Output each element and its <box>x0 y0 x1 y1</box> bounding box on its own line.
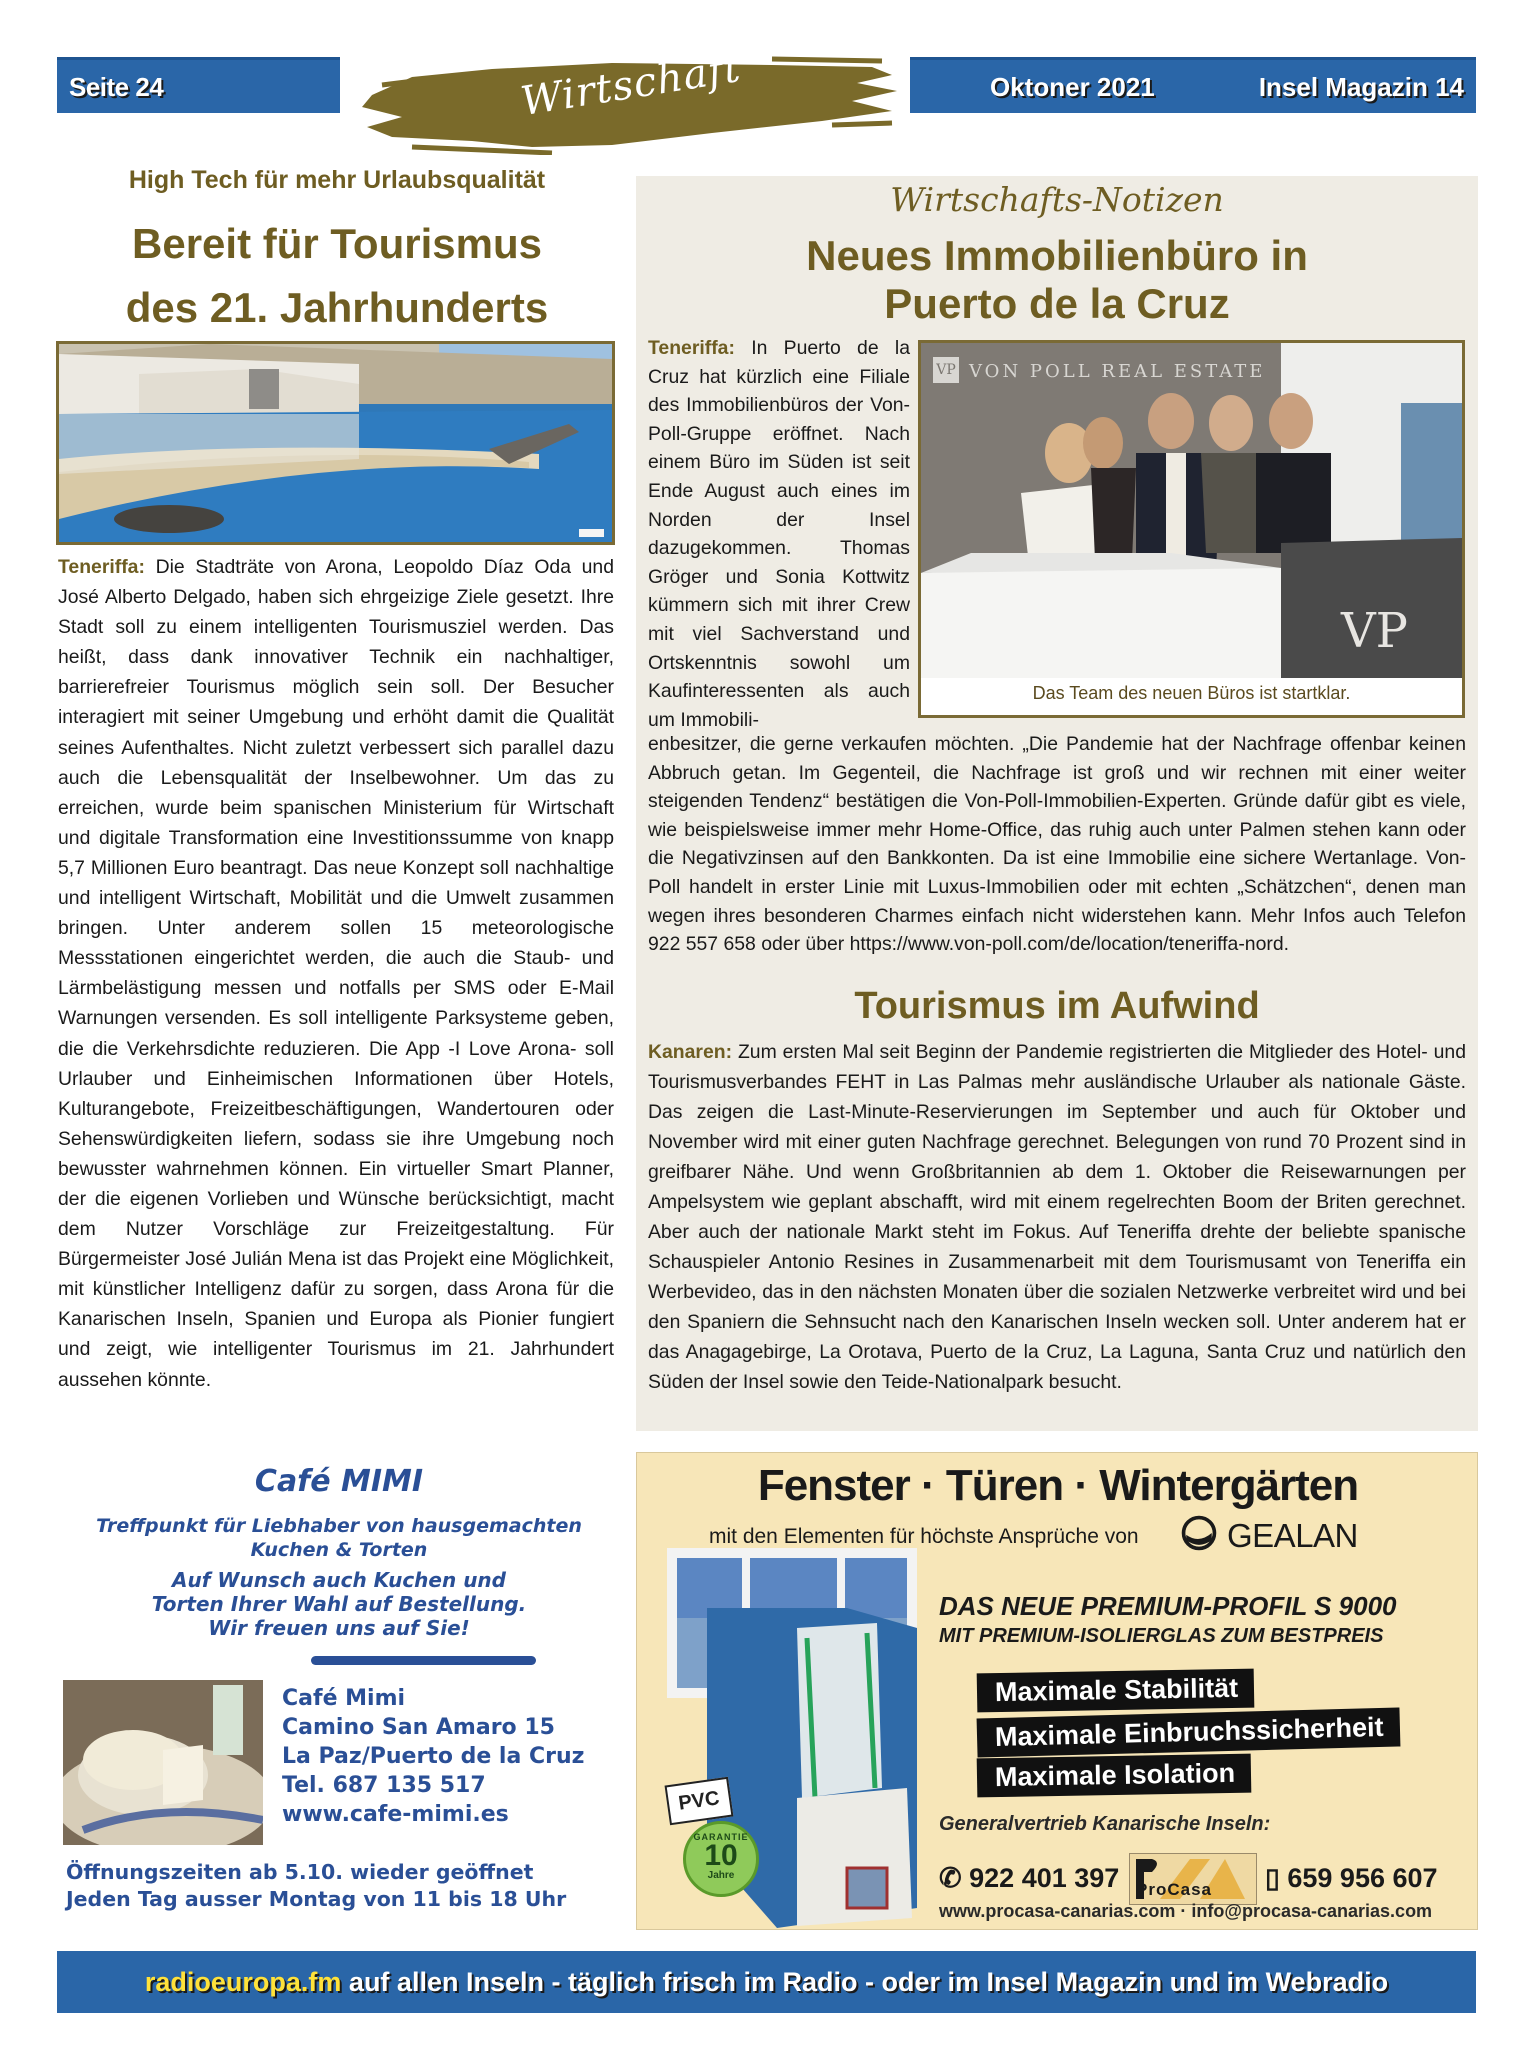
guarantee-badge <box>683 1821 759 1897</box>
dateline: Teneriffa: <box>648 337 735 359</box>
headline-line: Bereit für Tourismus <box>132 220 542 267</box>
ad-profile: DAS NEUE PREMIUM-PROFIL S 9000 <box>939 1591 1397 1621</box>
ad-offer <box>56 1568 622 1640</box>
issue-bar <box>910 57 1476 113</box>
ad-glass: MIT PREMIUM-ISOLIERGLAS ZUM BESTPREIS <box>939 1625 1384 1647</box>
phone-icon: ✆ <box>939 1863 962 1893</box>
magazine-name: Insel Magazin 14 <box>1258 72 1464 102</box>
section-title: Wirtschaft <box>517 44 745 126</box>
team-photo <box>918 340 1465 718</box>
mobile-value: 659 956 607 <box>1287 1863 1438 1893</box>
procasa-window-ad <box>636 1452 1478 1930</box>
dateline: Kanaren: <box>648 1041 733 1063</box>
ad-tagline <box>56 1514 622 1562</box>
article-headline <box>636 232 1478 328</box>
headline-line: des 21. Jahrhunderts <box>125 284 549 331</box>
ad-headline: Fenster · Türen · Wintergärten <box>757 1461 1359 1510</box>
ad-offer-line: Wir freuen uns auf Sie! <box>208 1616 470 1640</box>
body-text: Die Stadträte von Arona, Leopoldo Díaz Oda und José Alberto Delgado, haben sich ehrgeizige Ziele gesetzt. Ihre Stadt soll zu einem intelligenten Tourismusziel werden. Das heißt, dass dank innovativer Technik ein nachhaltiger, barrierefreier Tourismus möglich sein soll. Der Besucher interagiert mit seiner Umgebung und erhöht damit die Qualität seines Aufenthaltes. Nicht zuletzt verbessert sich parallel dazu auch die Lebensqualität der Inselbewohner. Um das zu erreichen, wurde beim spanischen Ministerium für Wirtschaft und digitale Transformation eine Investitionssumme von knapp 5,7 Millionen Euro beantragt. Das neue Konzept soll nachhaltige und intelligent Wirtschaft, Mobilität und die Umwelt zusammen bringen. Unter anderem sollen 15 meteorologische Messstationen eingerichtet werden, die auch die Staub- und Lärmbelästigung messen und notfalls per SMS oder E-Mail Warnungen versenden. Es soll intelligente Parksysteme geben, die die Verkehrsdichte reduzieren. Die App -I Love Arona- soll Urlauber und Einheimischen Informationen über Hotels, Kulturangebote, Freizeitbeschäftigungen, Wandertouren oder Sehenswürdigkeiten liefern, sodass sie ihre Umgebung noch bewusster wahrnehmen können. Ein virtueller Smart Planner, der die eigenen Vorlieben und Wünsche berücksichtigt, macht dem Nutzer Vorschläge zur Freizeitgestaltung. Für Bürgermeister José Julián Mena ist das Projekt eine Möglichkeit, mit künstlicher Intelligenz dafür zu sorgen, dass Arona für die Kanarischen Inseln, Spanien und Europa als Pionier fungiert und zeigt, wie intelligenter Tourismus im 21. Jahrhundert aussehen könnte. <box>58 556 614 1391</box>
article-kicker: High Tech für mehr Urlaubsqualität <box>128 166 546 194</box>
phone-value: 922 401 397 <box>969 1863 1120 1893</box>
cafe-website[interactable]: www.cafe-mimi.es <box>282 1802 509 1827</box>
photo-caption: Das Team des neuen Büros ist startklar. <box>1032 683 1351 703</box>
article-body-continued: enbesitzer, die gerne verkaufen möchten. „Die Pandemie hat der Nachfrage offenbar keinen Abbruch getan. Im Gegenteil, die Nachfrage ist groß und wir rechnen mit einer weiter steigenden Tendenz“ bestätigen die Von-Poll-Immobilien-Experten. Gründe dafür gibt es viele, wie beispielsweise immer mehr Home-Office, das ruhig auch unter Palmen stehen kann oder die Negativzinsen auf den Bankkonten. Da ist eine Immobilie eine sichere Wertanlage. Von-Poll handelt in erster Linie mit Luxus-Immobilien oder mit echten „Schätzchen“, denen man wegen ihres besonderen Charmes einfach nicht widerstehen kann. Mehr Infos auch Telefon 922 557 658 oder über https://www.von-poll.com/de/location/teneriffa-nord. <box>648 733 1466 956</box>
cafe-mimi-ad <box>56 1456 622 1916</box>
feature-label: Maximale Isolation <box>977 1754 1252 1798</box>
ad-title: Café MIMI <box>254 1464 424 1499</box>
gealan-logo-icon <box>1177 1513 1221 1553</box>
cafe-name: Café Mimi <box>282 1686 406 1711</box>
gealan-brand: GEALAN <box>1227 1517 1358 1554</box>
ad-offer-line: Auf Wunsch auch Kuchen und <box>172 1568 506 1592</box>
team-photo-image <box>921 343 1462 678</box>
mobile-icon: ▯ <box>1265 1863 1280 1893</box>
cafe-street: Camino San Amaro 15 <box>282 1715 555 1740</box>
cafe-phone: Tel. 687 135 517 <box>282 1773 486 1798</box>
ad-tagline-line: Treffpunkt für Liebhaber von hausgemachten <box>96 1515 582 1537</box>
procasa-name: ProCasa <box>1136 1880 1212 1899</box>
page-number: Seite 24 <box>69 72 164 102</box>
article-body <box>58 552 614 1395</box>
issue-date: Oktoner 2021 <box>990 72 1155 102</box>
footer-banner <box>57 1951 1476 2013</box>
ad-subline: mit den Elementen für höchste Ansprüche von <box>709 1525 1139 1548</box>
ad-hours <box>66 1859 566 1913</box>
headline-line: Neues Immobilienbüro in <box>806 232 1308 279</box>
article-body <box>648 334 910 734</box>
mobile-number <box>1265 1863 1438 1894</box>
footer-site[interactable]: radioeuropa.fm <box>144 1967 342 1997</box>
body-text: In Puerto de la Cruz hat kürzlich eine Filiale des Immobilienbüros der Von-Poll-Gruppe eröffnet. Nach einem Büro im Süden ist seit Ende August auch eines im Norden der Insel dazugekommen. Thomas Gröger und Sonia Kottwitz kümmern sich mit ihrer Crew mit viel Sachverstand und Ortskenntnis sowohl um Kaufinteressenten als auch um Immobili- <box>648 337 910 731</box>
headline-line: Puerto de la Cruz <box>884 280 1230 327</box>
page-number-bar <box>57 57 340 113</box>
feature-label: Maximale Einbruchssicherheit <box>977 1707 1401 1757</box>
pvc-badge: PVC <box>665 1777 734 1826</box>
photo-sign: VON POLL REAL ESTATE <box>969 361 1266 382</box>
cafe-city: La Paz/Puerto de la Cruz <box>282 1744 585 1769</box>
cake-photo <box>63 1680 263 1845</box>
guarantee-label: GARANTIE <box>693 1832 749 1842</box>
article-headline <box>57 212 617 340</box>
divider <box>311 1656 536 1665</box>
beach-photo <box>56 341 615 545</box>
guarantee-unit: Jahre <box>707 1870 735 1881</box>
body-text: Zum ersten Mal seit Beginn der Pandemie registrierten die Mitglieder des Hotel- und Tourismusverbandes FEHT in Las Palmas mehr ausländische Urlauber als nationale Gäste. Das zeigen die Last-Minute-Reservierungen im September und auch für Oktober und November wird mit einer guten Nachfrage gerechnet. Belegungen von rund 70 Prozent sind in greifbarer Nähe. Und wenn Großbritannien ab dem 1. Oktober die Reisewarnungen per Ampelsystem wie geplant abschafft, wird mit einem regelrechten Boom der Briten gerechnet. Aber auch der nationale Markt steht im Fokus. Auf Teneriffa drehte der beliebte spanische Schauspieler Antonio Resines in Zusammenarbeit mit dem Tourismusamt von Teneriffa ein Werbevideo, das in den nächsten Monaten über die sozialen Netzwerke verbreitet wird und bei den Spaniern die Sehnsucht nach den Kanarischen Inseln wecken soll. Unter anderem hat er das Anagagebirge, La Orotava, Puerto de la Cruz, La Laguna, Santa Cruz und natürlich den Süden der Insel sowie den Teide-Nationalpark besucht. <box>648 1041 1466 1393</box>
dateline: Teneriffa: <box>58 556 145 578</box>
ad-web-line[interactable]: www.procasa-canarias.com · info@procasa-canarias.com <box>939 1901 1433 1921</box>
hours-line: Öffnungszeiten ab 5.10. wieder geöffnet <box>66 1860 534 1884</box>
guarantee-years: 10 <box>704 1839 738 1872</box>
ad-offer-line: Torten Ihrer Wahl auf Bestellung. <box>151 1592 527 1616</box>
phone-number <box>939 1863 1119 1894</box>
vp-logo-small: VP <box>933 357 959 383</box>
article-body <box>648 1037 1466 1397</box>
footer-text: auf allen Inseln - täglich frisch im Radio - oder im Insel Magazin und im Webradio <box>341 1967 1389 1997</box>
distributor-label: Generalvertrieb Kanarische Inseln: <box>939 1813 1271 1835</box>
notes-kicker: Wirtschafts-Notizen <box>890 180 1224 219</box>
hours-line: Jeden Tag ausser Montag von 11 bis 18 Uhr <box>66 1887 567 1911</box>
vp-logo-desk: VP <box>1341 603 1408 659</box>
ad-address <box>282 1684 584 1829</box>
feature-label: Maximale Stabilität <box>977 1669 1255 1713</box>
article-headline: Tourismus im Aufwind <box>854 985 1260 1027</box>
ad-tagline-line: Kuchen & Torten <box>250 1539 428 1561</box>
procasa-logo <box>1129 1853 1257 1905</box>
